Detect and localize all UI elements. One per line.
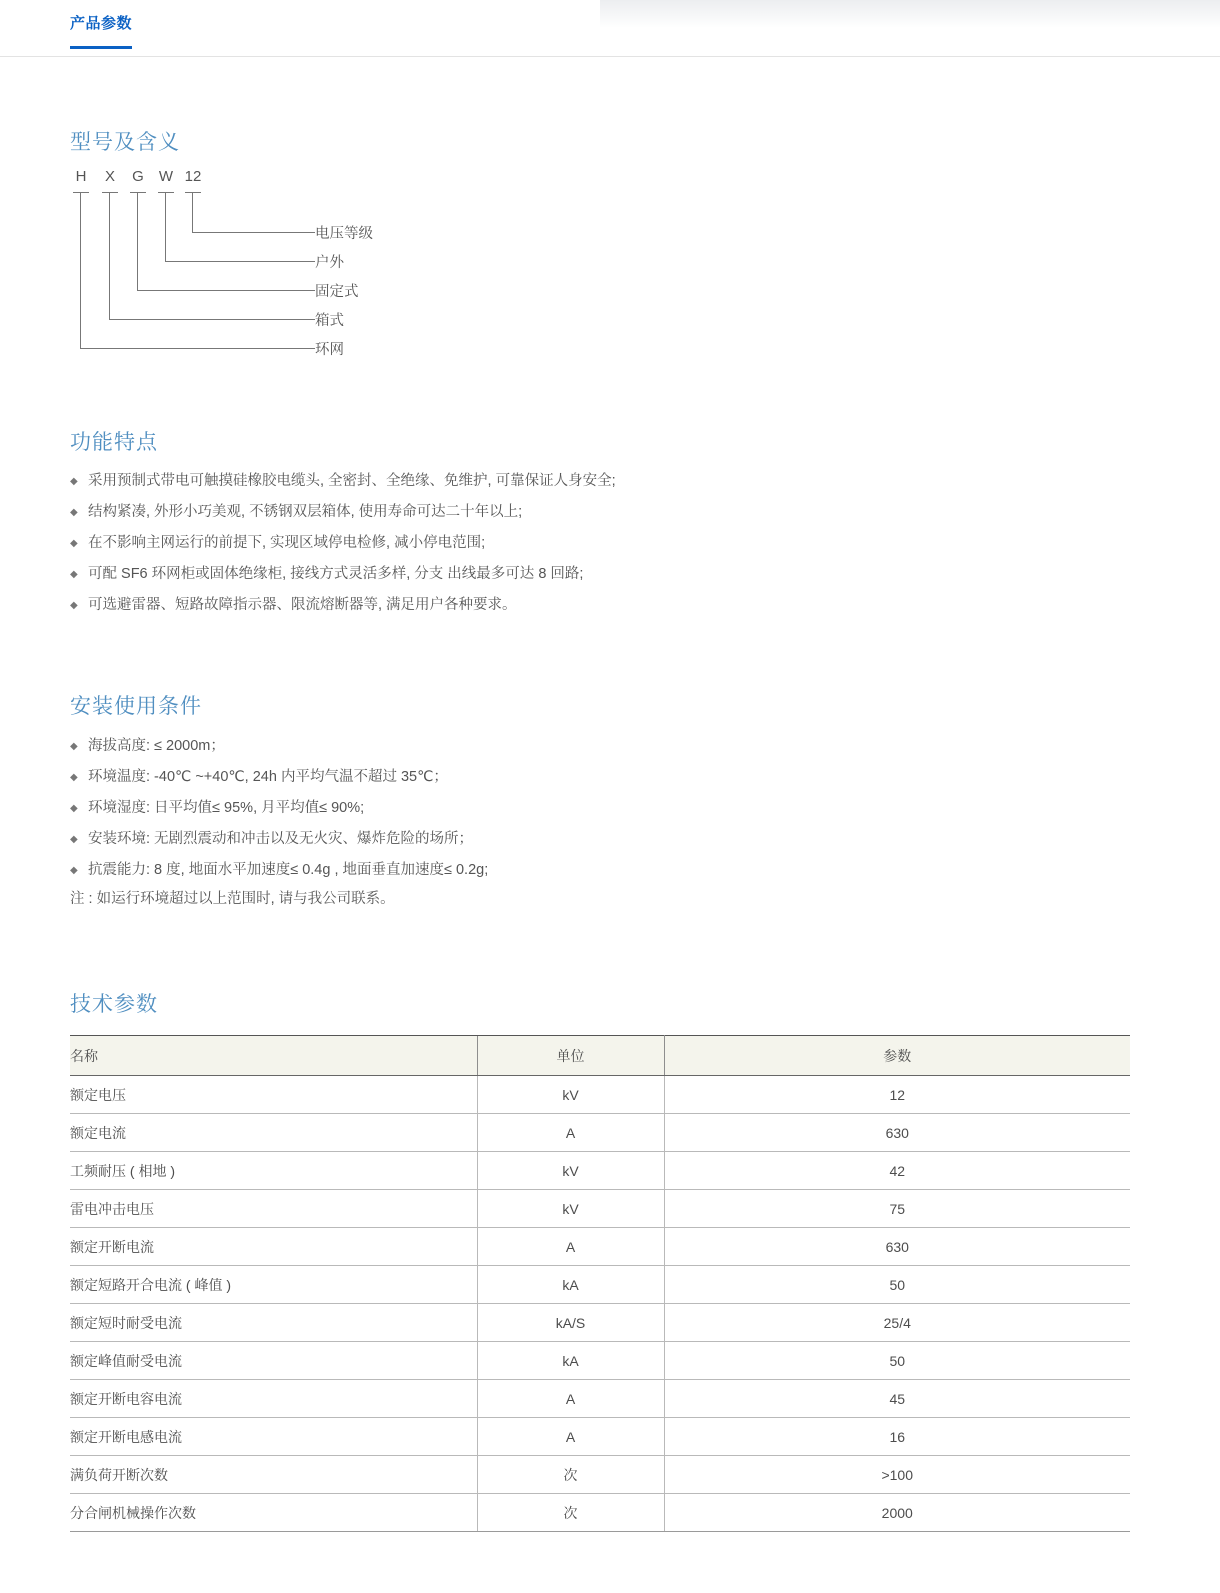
list-item	[70, 762, 488, 793]
table-body	[70, 1076, 1130, 1532]
table-row	[70, 1076, 1130, 1114]
tab-active-underline	[70, 46, 132, 49]
cell-unit: 次	[477, 1494, 664, 1532]
cell-unit: kA	[477, 1266, 664, 1304]
cell-unit: A	[477, 1114, 664, 1152]
leader-v-12	[192, 192, 193, 232]
diamond-bullet-icon: ◆	[70, 834, 78, 845]
cell-name: 额定短路开合电流 ( 峰值 )	[70, 1266, 477, 1304]
section-title-tech-parameters: 技术参数	[70, 993, 158, 1016]
feature-text: 可配 SF6 环网柜或固体绝缘柜, 接线方式灵活多样, 分支 出线最多可达 8 回路;	[88, 566, 584, 582]
list-item	[70, 466, 616, 497]
column-header-value: 参数	[664, 1036, 1130, 1076]
tick-w	[158, 192, 174, 193]
diagram-label-fixed-type: 固定式	[315, 284, 359, 300]
cell-name: 额定短时耐受电流	[70, 1304, 477, 1342]
tab-label: 产品参数	[70, 15, 133, 32]
install-condition-text: 环境温度: -40℃ ~+40℃, 24h 内平均气温不超过 35℃；	[88, 769, 448, 785]
code-letter-g: G	[132, 168, 144, 185]
list-item	[70, 497, 616, 528]
code-number-12: 12	[184, 168, 202, 185]
section-title-features: 功能特点	[70, 431, 158, 454]
install-condition-list	[70, 731, 488, 886]
diamond-bullet-icon: ◆	[70, 741, 78, 752]
cell-value: 75	[664, 1190, 1130, 1228]
cell-unit: 次	[477, 1456, 664, 1494]
cell-name: 满负荷开断次数	[70, 1456, 477, 1494]
cell-unit: kA	[477, 1342, 664, 1380]
tick-x	[102, 192, 118, 193]
install-condition-text: 海拔高度: ≤ 2000m；	[88, 738, 225, 754]
leader-h-x	[109, 319, 315, 320]
table-row	[70, 1342, 1130, 1380]
table-row	[70, 1228, 1130, 1266]
list-item	[70, 855, 488, 886]
diagram-label-box-type: 箱式	[315, 313, 344, 329]
cell-name: 额定电压	[70, 1076, 477, 1114]
cell-unit: A	[477, 1380, 664, 1418]
cell-value: 50	[664, 1266, 1130, 1304]
cell-value: 16	[664, 1418, 1130, 1456]
cell-unit: kV	[477, 1076, 664, 1114]
diamond-bullet-icon: ◆	[70, 507, 78, 518]
diamond-bullet-icon: ◆	[70, 600, 78, 611]
diagram-label-ring-network: 环网	[315, 342, 344, 358]
cell-name: 分合闸机械操作次数	[70, 1494, 477, 1532]
table-head	[70, 1036, 1130, 1076]
table-row	[70, 1266, 1130, 1304]
list-item	[70, 559, 616, 590]
list-item	[70, 793, 488, 824]
leader-h-g	[137, 290, 315, 291]
tab-product-parameters[interactable]	[70, 12, 132, 49]
table-row	[70, 1152, 1130, 1190]
feature-text: 在不影响主网运行的前提下, 实现区域停电检修, 减小停电范围;	[88, 535, 486, 551]
table-row	[70, 1114, 1130, 1152]
install-note: 注 : 如运行环境超过以上范围时, 请与我公司联系。	[70, 891, 395, 907]
diamond-bullet-icon: ◆	[70, 569, 78, 580]
table-row	[70, 1380, 1130, 1418]
leader-h-w	[165, 261, 315, 262]
leader-v-w	[165, 192, 166, 261]
diamond-bullet-icon: ◆	[70, 538, 78, 549]
leader-h-h	[80, 348, 315, 349]
diamond-bullet-icon: ◆	[70, 865, 78, 876]
cell-unit: kV	[477, 1190, 664, 1228]
cell-unit: kA/S	[477, 1304, 664, 1342]
leader-v-g	[137, 192, 138, 290]
cell-value: 630	[664, 1114, 1130, 1152]
code-letter-h: H	[75, 168, 87, 185]
cell-value: 12	[664, 1076, 1130, 1114]
column-header-unit: 单位	[477, 1036, 664, 1076]
tab-bar	[0, 0, 1220, 57]
cell-value: 2000	[664, 1494, 1130, 1532]
cell-name: 额定开断电感电流	[70, 1418, 477, 1456]
cell-value: 50	[664, 1342, 1130, 1380]
table-row	[70, 1304, 1130, 1342]
cell-value: >100	[664, 1456, 1130, 1494]
diamond-bullet-icon: ◆	[70, 803, 78, 814]
list-item	[70, 528, 616, 559]
install-condition-text: 环境湿度: 日平均值≤ 95%, 月平均值≤ 90%;	[88, 800, 365, 816]
list-item	[70, 731, 488, 762]
tick-12	[185, 192, 201, 193]
list-item	[70, 590, 616, 621]
cell-name: 额定开断电容电流	[70, 1380, 477, 1418]
cell-unit: kV	[477, 1152, 664, 1190]
leader-v-x	[109, 192, 110, 319]
cell-unit: A	[477, 1228, 664, 1266]
leader-v-h	[80, 192, 81, 348]
column-header-name: 名称	[70, 1036, 477, 1076]
diagram-label-voltage-level: 电压等级	[315, 226, 373, 242]
list-item	[70, 824, 488, 855]
feature-text: 可选避雷器、短路故障指示器、限流熔断器等, 满足用户各种要求。	[88, 597, 517, 613]
diamond-bullet-icon: ◆	[70, 772, 78, 783]
cell-name: 额定峰值耐受电流	[70, 1342, 477, 1380]
diamond-bullet-icon: ◆	[70, 476, 78, 487]
table-row	[70, 1190, 1130, 1228]
leader-h-12	[192, 232, 315, 233]
cell-value: 25/4	[664, 1304, 1130, 1342]
cell-name: 额定电流	[70, 1114, 477, 1152]
section-title-model: 型号及含义	[70, 131, 180, 154]
cell-name: 额定开断电流	[70, 1228, 477, 1266]
table-header-row	[70, 1036, 1130, 1076]
install-condition-text: 抗震能力: 8 度, 地面水平加速度≤ 0.4g , 地面垂直加速度≤ 0.2g;	[88, 862, 489, 878]
tech-parameters-table	[70, 1035, 1130, 1532]
section-title-install-conditions: 安装使用条件	[70, 695, 202, 718]
cell-value: 42	[664, 1152, 1130, 1190]
cell-value: 45	[664, 1380, 1130, 1418]
code-letter-w: W	[158, 168, 174, 185]
tick-h	[73, 192, 89, 193]
tick-g	[130, 192, 146, 193]
feature-text: 结构紧凑, 外形小巧美观, 不锈钢双层箱体, 使用寿命可达二十年以上;	[88, 504, 523, 520]
model-code-diagram	[60, 160, 480, 375]
cell-value: 630	[664, 1228, 1130, 1266]
feature-text: 采用预制式带电可触摸硅橡胶电缆头, 全密封、全绝缘、免维护, 可靠保证人身安全;	[88, 473, 616, 489]
code-letter-x: X	[104, 168, 115, 185]
cell-name: 雷电冲击电压	[70, 1190, 477, 1228]
feature-list	[70, 466, 616, 621]
install-condition-text: 安装环境: 无剧烈震动和冲击以及无火灾、爆炸危险的场所；	[88, 831, 474, 847]
cell-name: 工频耐压 ( 相地 )	[70, 1152, 477, 1190]
table-row	[70, 1418, 1130, 1456]
table-row	[70, 1456, 1130, 1494]
diagram-label-outdoor: 户外	[315, 255, 344, 271]
cell-unit: A	[477, 1418, 664, 1456]
table-row	[70, 1494, 1130, 1532]
